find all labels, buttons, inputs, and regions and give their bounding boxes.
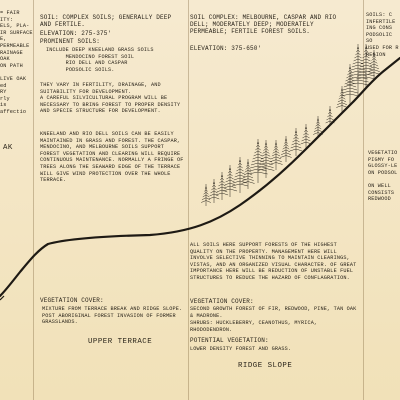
ridge-vegetation-body: SECOND GROWTH FOREST OF FIR, REDWOOD, PINE, TAN OAK & MADRONE. [190, 306, 360, 319]
right-edge-soil-line: ING CONS [366, 25, 393, 32]
right-edge-vegetation-line: REDWOOD [368, 196, 391, 203]
upper-terrace-label: UPPER TERRACE [88, 338, 153, 346]
left-edge-line: = FAIR [0, 10, 20, 16]
left-edge-line: ITY: [0, 16, 14, 23]
potential-vegetation-heading: POTENTIAL VEGETATION: [190, 337, 269, 344]
right-edge-soil-line: REGION [366, 51, 386, 58]
left-edge-line: ed [0, 82, 7, 89]
ridge-vegetation-heading: VEGETATION COVER: [190, 298, 254, 305]
right-edge-vegetation-notes [368, 150, 400, 203]
tree-sketches [201, 44, 380, 206]
conifer-tree-sketch [241, 159, 254, 189]
left-edge-line: rly [0, 95, 10, 102]
conifer-tree-sketch [209, 179, 220, 203]
potential-vegetation-body: LOWER DENSITY FOREST AND GRASS. [190, 346, 292, 352]
left-edge-notes [0, 10, 34, 116]
right-edge-vegetation-line: GLOSSY-LE [368, 163, 398, 170]
ridge-shrubs: SHRUBS: HUCKLEBERRY, CEANOTHUS, MYRICA, RHODODENDRON. [190, 320, 321, 333]
conifer-tree-sketch [280, 136, 291, 162]
left-edge-line: ON PATH [0, 62, 23, 69]
ridge-management-paragraph: ALL SOILS HERE SUPPORT FORESTS OF THE HIGHEST QUALITY ON THE PROPERTY. MANAGEMENT HERE WILL INVOLVE SELECTIVE THINNING TO MAINTAIN CLEARINGS, VISTAS, AND AN ORGANIZED VISUAL CHARACTER. OF GREAT IMPORTANCE HERE WILL BE REDUCTION OF UNSTABLE FUEL STRUCTURES TO REDUCE THE HAZARD OF CONFLAGRATION. [190, 242, 360, 281]
conifer-tree-sketch [269, 140, 282, 170]
right-edge-vegetation-line: VEGETATIO [368, 150, 398, 156]
terrace-vegetation-heading: VEGETATION COVER: [40, 297, 104, 304]
conifer-tree-sketch [290, 128, 302, 156]
left-edge-line: E, PERMEABLE [0, 36, 30, 49]
left-edge-line: IR SURFACE [0, 29, 33, 36]
kneeland-soils-paragraph: KNEELAND AND RIO DELL SOILS CAN BE EASILY MAINTAINED IN GRASS AND FOREST. THE CASPAR, MENDOCINO, AND MELBOURNE SOILS SUPPORT FOREST VEGETATION AND CLEARING WILL REQUIRE CONTINUOUS MAINTENANCE. NORMALLY A FRINGE OF TREES ALONG THE SEAWARD EDGE OF THE TERRACE WILL GIVE WIND PROTECTION OVER THE WHOLE TERRACE. [40, 131, 187, 184]
right-edge-vegetation-line: CONSISTS [368, 189, 395, 196]
ridge-slope-label: RIDGE SLOPE [238, 362, 293, 370]
left-edge-line: LIVE OAK [0, 75, 27, 82]
conifer-tree-sketch [201, 184, 211, 206]
ridge-soil-complex: SOIL COMPLEX: MELBOURNE, CASPAR AND RIO DELL; MODERATELY DEEP; MODERATELY PERMEABLE; FERTILE FOREST SOILS. [190, 14, 341, 35]
left-edge-line: RAINAGE [0, 49, 23, 56]
right-edge-vegetation-line: ON PODSOL [368, 169, 398, 176]
right-edge-vegetation-line: ON WELL [368, 182, 391, 189]
ridge-elevation: ELEVATION: 375-650' [190, 45, 262, 52]
left-edge-line: OAK [0, 56, 10, 63]
left-edge-line [0, 69, 34, 76]
upper-terrace-soil-heading: SOIL: COMPLEX SOILS; GENERALLY DEEP AND FERTILE. [40, 14, 176, 28]
right-edge-soil-line: USED FOR R [366, 44, 399, 51]
live-oak-zone-label: AK [3, 144, 13, 152]
right-edge-soil-notes [366, 12, 400, 58]
right-edge-vegetation-line: PIGMY FO [368, 156, 395, 163]
terrace-vegetation-body: MIXTURE FROM TERRACE BREAK AND RIDGE SLOPE. POST ABORIGINAL FOREST INVASION OF FORMER GRASSLANDS. [42, 306, 186, 326]
right-edge-vegetation-line [368, 176, 400, 183]
left-edge-line: ELS, PLA- [0, 23, 30, 30]
right-edge-soil-line: SOILS: C [366, 12, 393, 18]
conifer-tree-sketch [248, 139, 267, 183]
silviculture-paragraph: THEY VARY IN FERTILITY, DRAINAGE, AND SUITABILITY FOR DEVELOPMENT. A CAREFUL SILVICULTURAL PROGRAM WILL BE NECESSARY TO BRING FOREST TO PROPER DENSITY AND SPECIE STRUCTURE FOR DEVELOPMENT. [40, 82, 181, 115]
right-edge-soil-line: PODSOLIC SO [366, 31, 396, 45]
prominent-soils-list: INCLUDE DEEP KNEELAND GRASS SOILS MENDOCINO FOREST SOIL RIO DELL AND CASPAR PODSOLIC SOILS. [46, 47, 154, 73]
prominent-soils-heading: PROMINENT SOILS: [40, 38, 101, 45]
upper-terrace-elevation: ELEVATION: 275-375' [40, 30, 112, 37]
right-edge-soil-line: INFERTILE [366, 18, 396, 25]
left-edge-line: is affectio [0, 102, 27, 115]
left-edge-line: RY [0, 89, 7, 96]
conifer-tree-sketch [223, 165, 237, 197]
